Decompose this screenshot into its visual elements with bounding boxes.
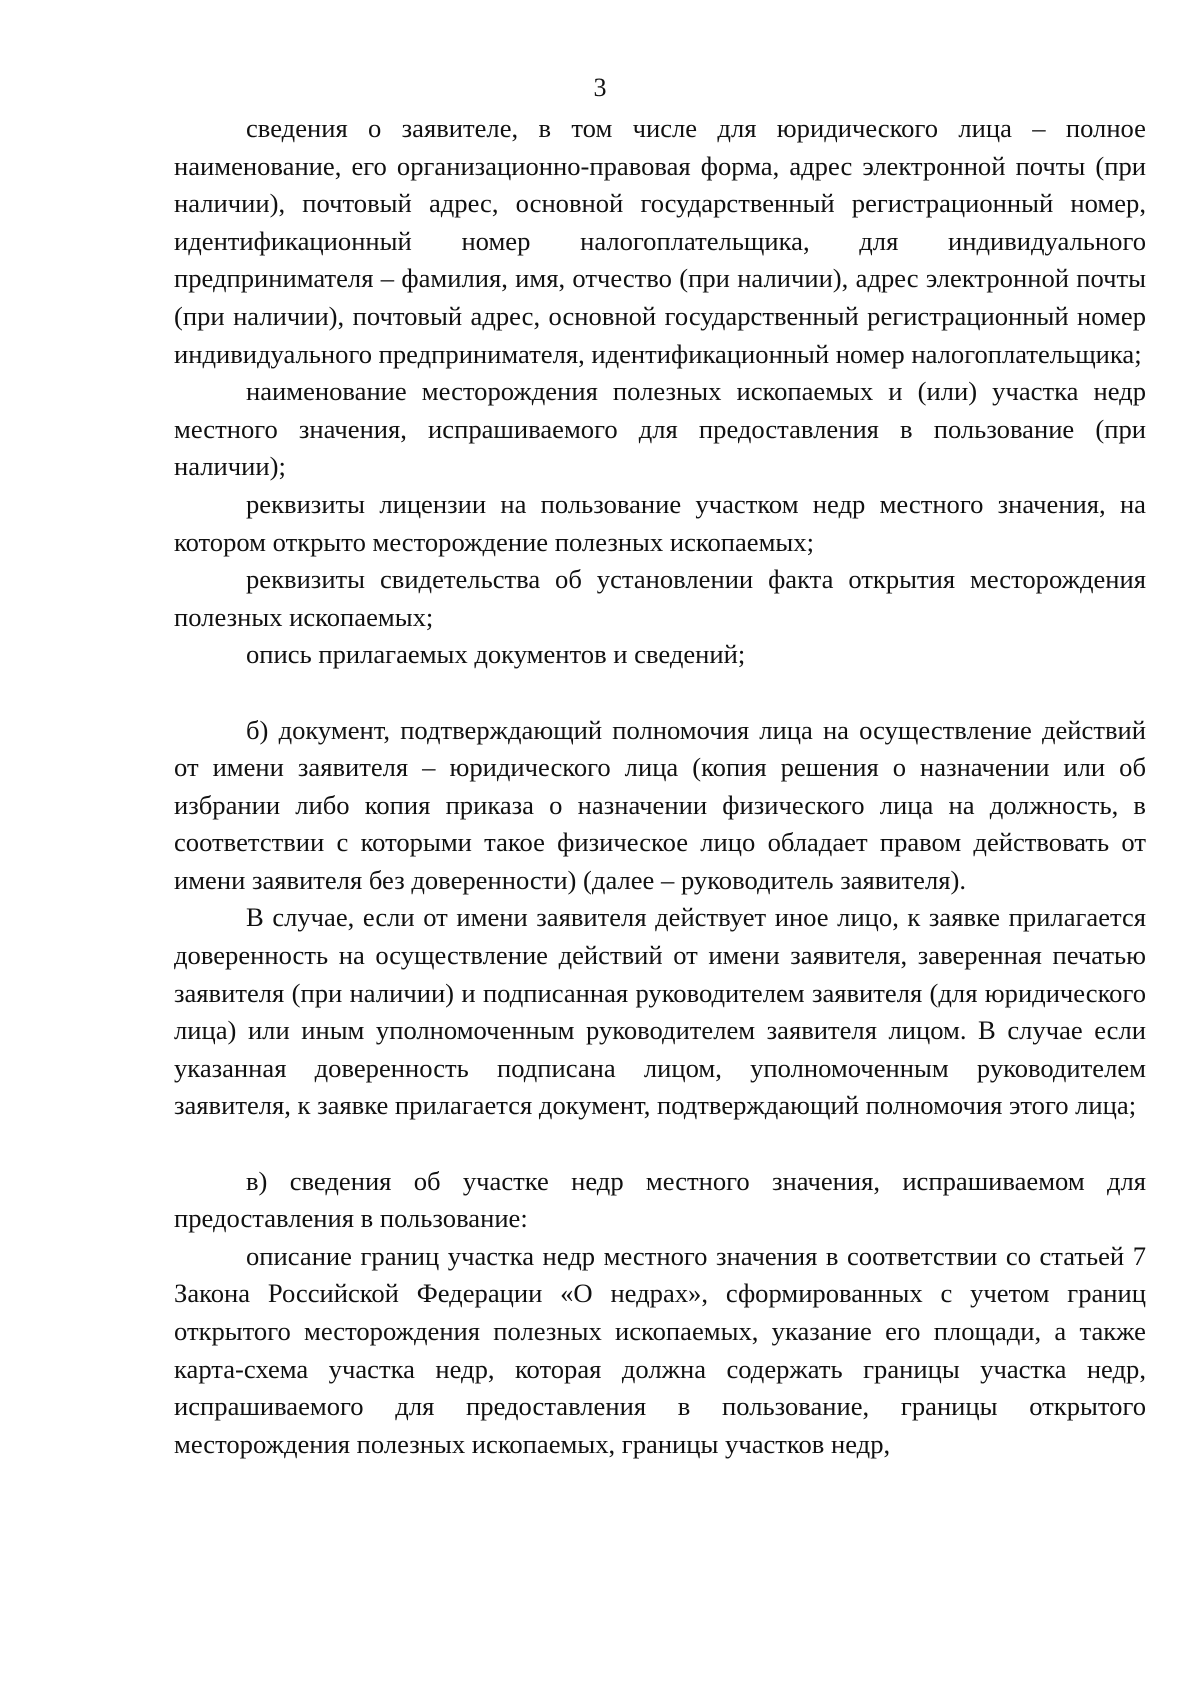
paragraph-gap xyxy=(174,1125,1146,1163)
paragraph-applicant-info: сведения о заявителе, в том числе для юридического лица – полное наименование, его организационно-правовая форма, адрес электронной почты (при наличии), почтовый адрес, основной государственный регистрационный номер, идентификационный номер налогоплательщика, для индивидуального предпринимателя – фамилия, имя, отчество (при наличии), адрес электронной почты (при наличии), почтовый адрес, основной государственный регистрационный номер индивидуального предпринимателя, идентификационный номер налогоплательщика; xyxy=(174,113,1146,369)
paragraph-boundaries-description: описание границ участка недр местного значения в соответствии со статьей 7 Закона Российской Федерации «О недрах», сформированных с учетом границ открытого месторождения полезных ископаемых, указание его площади, а также карта-схема участка недр, которая должна содержать границы участка недр, испрашиваемого для предоставления в пользование, границы открытого месторождения полезных ископаемых, границы участков недр, xyxy=(174,1240,1146,1459)
paragraph-item-v: в) сведения об участке недр местного значения, испрашиваемом для предоставления в пользование: xyxy=(174,1165,1146,1234)
paragraph-gap xyxy=(174,674,1146,712)
paragraph-certificate-details: реквизиты свидетельства об установлении факта открытия месторождения полезных ископаемых; xyxy=(174,564,1146,632)
paragraph-license-details: реквизиты лицензии на пользование участком недр местного значения, на котором открыто месторождение полезных ископаемых; xyxy=(174,488,1146,557)
paragraph-item-b: б) документ, подтверждающий полномочия лица на осуществление действий от имени заявителя – юридического лица (копия решения о назначении или об избрании либо копия приказа о назначении физического лица на должность, в соответствии с которыми такое физическое лицо обладает правом действовать от имени заявителя без доверенности) (далее – руководитель заявителя). xyxy=(174,714,1146,895)
paragraph-power-of-attorney: В случае, если от имени заявителя действует иное лицо, к заявке прилагается доверенность на осуществление действий от имени заявителя, заверенная печатью заявителя (при наличии) и подписанная руководителем заявителя (для юридического лица) или иным уполномоченным руководителем заявителя лицом. В случае если указанная доверенность подписана лицом, уполномоченным руководителем заявителя, к заявке прилагается документ, подтверждающий полномочия этого лица; xyxy=(174,902,1146,1121)
paragraph-inventory: опись прилагаемых документов и сведений; xyxy=(246,639,746,670)
page-number: 3 xyxy=(593,73,607,102)
document-body xyxy=(174,110,1146,1463)
paragraph-deposit-name: наименование месторождения полезных ископаемых и (или) участка недр местного значения, испрашиваемого для предоставления в пользование (при наличии); xyxy=(174,376,1146,482)
